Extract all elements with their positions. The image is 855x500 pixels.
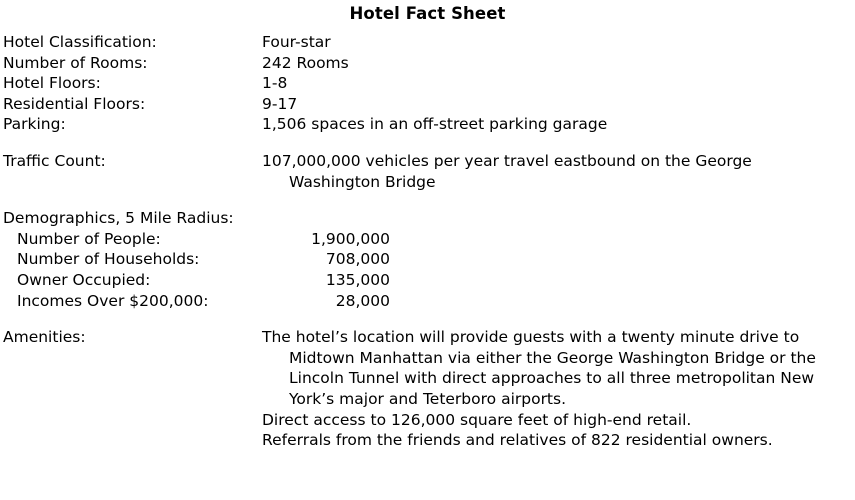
amenities-text [262, 327, 855, 451]
fact-label: Hotel Classification: [3, 32, 157, 51]
fact-value: 1,506 spaces in an off-street parking garage [262, 115, 608, 134]
fact-row-traffic-count [0, 151, 855, 192]
traffic-line-1: 107,000,000 vehicles per year travel eastbound on the George [262, 151, 752, 170]
fact-value [262, 151, 855, 192]
amenities-paragraph1-line2: Midtown Manhattan via either the George Washington Bridge or the [289, 348, 816, 367]
fact-label: Number of Rooms: [3, 53, 148, 72]
fact-value: 9-17 [262, 94, 298, 113]
section-spacer [0, 311, 855, 327]
fact-label: Parking: [3, 115, 66, 134]
demographics-label: Incomes Over $200,000: [17, 291, 209, 310]
fact-value: Four-star [262, 32, 331, 51]
fact-row-residential-floors [0, 94, 855, 115]
demographics-heading: Demographics, 5 Mile Radius: [3, 209, 234, 228]
section-spacer [0, 135, 855, 151]
demographics-row-owner-occupied [0, 270, 855, 291]
amenities-paragraph1-line3: Lincoln Tunnel with direct approaches to all three metropolitan New [289, 369, 815, 388]
fact-value: 1-8 [262, 74, 288, 93]
amenities-paragraph3: Referrals from the friends and relatives of 822 residential owners. [262, 431, 773, 450]
amenities-paragraph1-line1: The hotel’s location will provide guests with a twenty minute drive to [262, 328, 800, 347]
demographics-row-people [0, 229, 855, 250]
fact-label: Residential Floors: [3, 94, 146, 113]
fact-label: Traffic Count: [3, 151, 106, 170]
fact-row-parking [0, 114, 855, 135]
fact-row-amenities [0, 327, 855, 451]
fact-label: Amenities: [3, 328, 86, 347]
demographics-row-incomes [0, 291, 855, 312]
amenities-paragraph1-line4: York’s major and Teterboro airports. [289, 390, 567, 409]
section-spacer [0, 192, 855, 208]
traffic-line-2: Washington Bridge [289, 172, 436, 191]
amenities-paragraph2: Direct access to 126,000 square feet of high-end retail. [262, 410, 692, 429]
demographics-label: Number of People: [17, 229, 161, 248]
fact-value: 242 Rooms [262, 53, 349, 72]
demographics-value: 708,000 [325, 250, 390, 269]
page-title: Hotel Fact Sheet [349, 4, 506, 23]
demographics-value: 28,000 [335, 291, 390, 310]
fact-label: Hotel Floors: [3, 74, 101, 93]
demographics-value: 135,000 [325, 271, 390, 290]
demographics-label: Number of Households: [17, 250, 200, 269]
demographics-label: Owner Occupied: [17, 271, 151, 290]
hotel-fact-sheet-document [0, 3, 855, 500]
fact-row-hotel-floors [0, 73, 855, 94]
demographics-value: 1,900,000 [311, 229, 390, 248]
fact-row-classification [0, 32, 855, 53]
fact-row-rooms [0, 53, 855, 74]
demographics-row-households [0, 249, 855, 270]
